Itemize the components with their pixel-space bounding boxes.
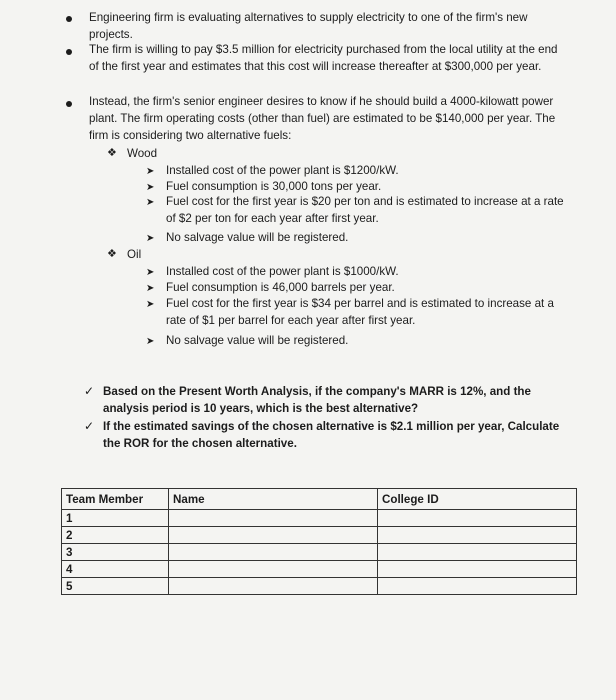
question-ror: If the estimated savings of the chosen alternative is $2.1 million per year, Calculate the ROR for the chosen alternative. — [103, 420, 560, 450]
table-row — [62, 578, 577, 595]
row-number: 2 — [62, 527, 169, 544]
oil-item-fuel-cost: Fuel cost for the first year is $34 per barrel and is estimated to increase at a rate of $1 per barrel for each year after first year. — [166, 297, 554, 327]
college-id-cell[interactable] — [378, 510, 577, 527]
team-member-table — [61, 488, 577, 595]
arrow-right-icon: ➤ — [146, 267, 155, 278]
diamond-star-icon: ❖ — [107, 147, 117, 159]
wood-item-consumption: Fuel consumption is 30,000 tons per year. — [166, 180, 382, 193]
table-row — [62, 510, 577, 527]
table-row — [62, 527, 577, 544]
fuel-name-oil: Oil — [127, 248, 142, 261]
oil-item-installed-cost: Installed cost of the power plant is $1000/kW. — [166, 265, 399, 278]
wood-item-salvage: No salvage value will be registered. — [166, 231, 349, 244]
arrow-right-icon: ➤ — [146, 283, 155, 294]
bullet-text-power-plant: Instead, the firm's senior engineer desires to know if he should build a 4000-kilowatt power plant. The firm operating costs (other than fuel) are estimated to be $140,000 per year. The firm is considering two alternative fuels: — [89, 95, 556, 142]
row-number: 4 — [62, 561, 169, 578]
arrow-right-icon: ➤ — [146, 197, 155, 208]
arrow-right-icon: ➤ — [146, 166, 155, 177]
fuel-name-wood: Wood — [127, 147, 158, 160]
bullet-icon — [66, 49, 72, 55]
name-cell[interactable] — [169, 510, 378, 527]
question-present-worth: Based on the Present Worth Analysis, if the company's MARR is 12%, and the analysis period is 10 years, which is the best alternative? — [103, 385, 531, 415]
wood-item-fuel-cost: Fuel cost for the first year is $20 per ton and is estimated to increase at a rate of $2 per ton for each year after first year. — [166, 195, 564, 225]
college-id-cell[interactable] — [378, 527, 577, 544]
bullet-text-intro: Engineering firm is evaluating alternatives to supply electricity to one of the firm's new projects. — [89, 11, 528, 41]
name-cell[interactable] — [169, 527, 378, 544]
name-cell[interactable] — [169, 578, 378, 595]
header-team-member: Team Member — [62, 489, 169, 510]
bullet-text-utility: The firm is willing to pay $3.5 million for electricity purchased from the local utility at the end of the first year and estimates that this cost will increase thereafter at $300,000 per year. — [89, 43, 558, 73]
arrow-right-icon: ➤ — [146, 182, 155, 193]
name-cell[interactable] — [169, 544, 378, 561]
college-id-cell[interactable] — [378, 561, 577, 578]
row-number: 1 — [62, 510, 169, 527]
wood-item-installed-cost: Installed cost of the power plant is $1200/kW. — [166, 164, 399, 177]
table-header-row — [62, 489, 577, 510]
college-id-cell[interactable] — [378, 578, 577, 595]
bullet-icon — [66, 101, 72, 107]
header-college-id: College ID — [378, 489, 577, 510]
row-number: 5 — [62, 578, 169, 595]
row-number: 3 — [62, 544, 169, 561]
oil-item-salvage: No salvage value will be registered. — [166, 334, 349, 347]
table-row — [62, 544, 577, 561]
arrow-right-icon: ➤ — [146, 336, 155, 347]
header-name: Name — [169, 489, 378, 510]
arrow-right-icon: ➤ — [146, 233, 155, 244]
bullet-icon — [66, 16, 72, 22]
college-id-cell[interactable] — [378, 544, 577, 561]
diamond-star-icon: ❖ — [107, 248, 117, 260]
checkmark-icon: ✓ — [84, 384, 95, 398]
oil-item-consumption: Fuel consumption is 46,000 barrels per year. — [166, 281, 395, 294]
table-row — [62, 561, 577, 578]
arrow-right-icon: ➤ — [146, 299, 155, 310]
checkmark-icon: ✓ — [84, 419, 95, 433]
name-cell[interactable] — [169, 561, 378, 578]
